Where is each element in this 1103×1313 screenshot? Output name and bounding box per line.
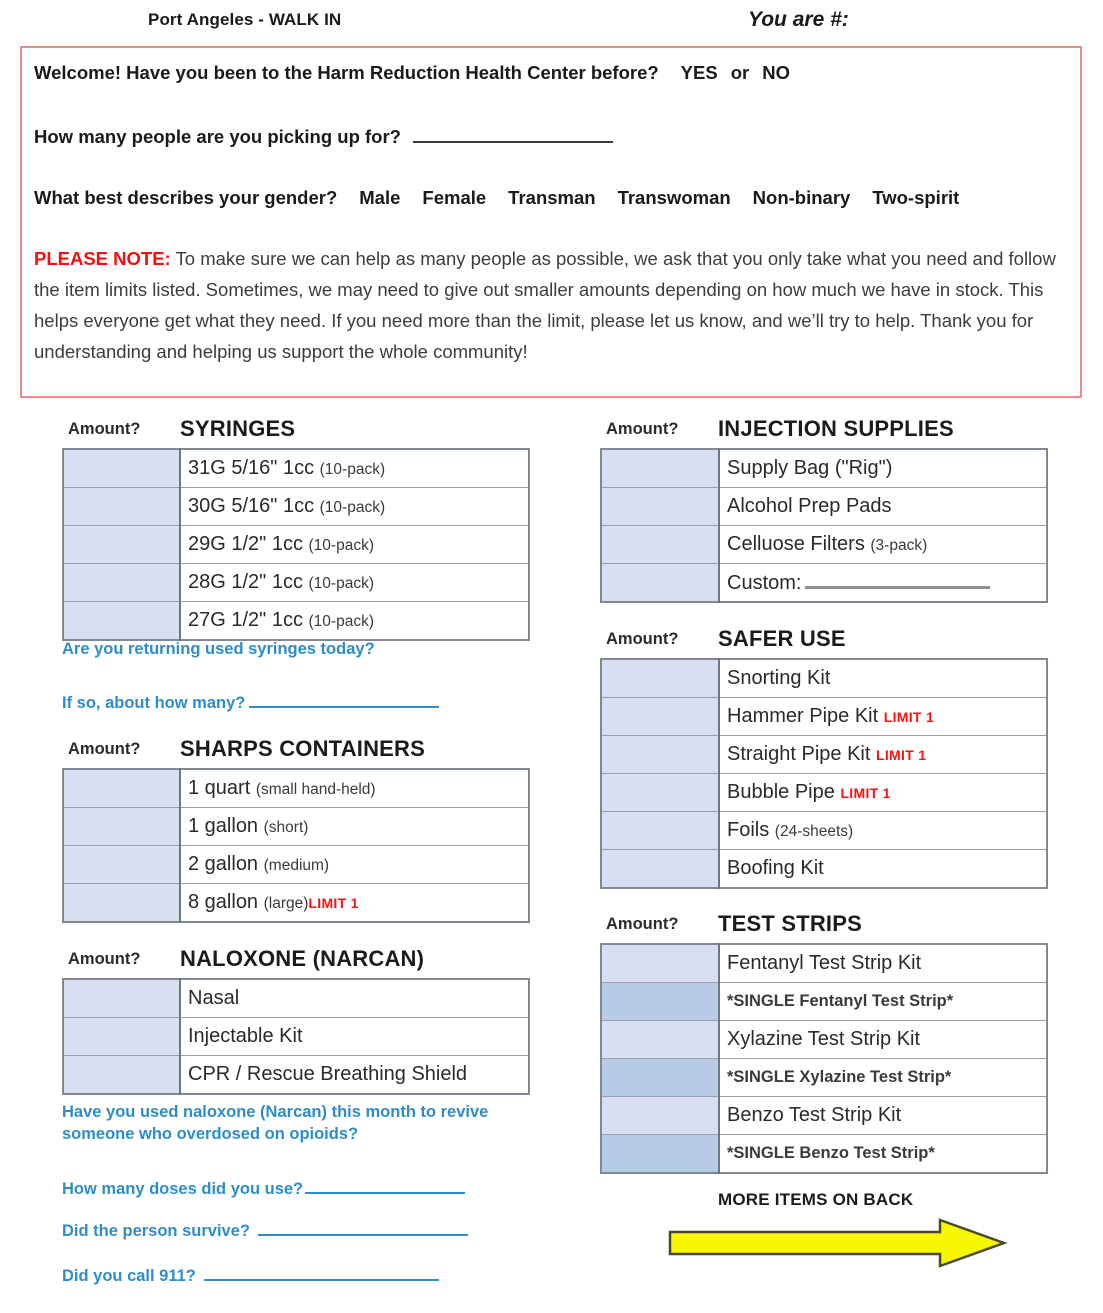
amount-input-cell[interactable] (63, 979, 180, 1018)
item-limit-badge: LIMIT 1 (840, 785, 891, 801)
table-row (601, 1021, 1047, 1059)
item-label-cell (180, 769, 529, 808)
question-person-survive-text: Did the person survive? (62, 1222, 250, 1240)
item-subtext: (10-pack) (308, 613, 374, 630)
item-label-cell (719, 564, 1047, 603)
item-label-cell (719, 698, 1047, 736)
item-label-cell (719, 449, 1047, 488)
table-row (601, 1059, 1047, 1097)
item-name: 29G 1/2" 1cc (188, 533, 303, 555)
naloxone-amount-header: Amount? (68, 950, 141, 968)
naloxone-table (62, 978, 530, 1095)
question-doses-used-text: How many doses did you use? (62, 1180, 304, 1198)
item-label-cell (180, 846, 529, 884)
test-strips-title: TEST STRIPS (718, 911, 862, 936)
syringes-table (62, 448, 530, 641)
item-subtext: (10-pack) (308, 537, 374, 554)
item-label-cell (719, 526, 1047, 564)
pickup-count-question-text: How many people are you picking up for? (34, 126, 401, 147)
item-name: 31G 5/16" 1cc (188, 457, 315, 479)
section-test-strips (600, 913, 1048, 1174)
injection-header (600, 418, 1048, 448)
amount-input-cell[interactable] (601, 449, 719, 488)
item-subtext: (3-pack) (870, 537, 928, 554)
item-label-cell (719, 659, 1047, 698)
safer-use-header (600, 628, 1048, 658)
table-row (63, 602, 529, 641)
amount-input-cell[interactable] (601, 983, 719, 1021)
item-name: 1 quart (188, 777, 251, 799)
injection-amount-header: Amount? (606, 420, 679, 438)
item-label-cell (719, 1059, 1047, 1097)
safer-use-table (600, 658, 1048, 889)
section-safer-use (600, 628, 1048, 889)
table-row (63, 1018, 529, 1056)
item-label-cell (719, 1097, 1047, 1135)
item-name: Straight Pipe Kit (727, 743, 871, 765)
naloxone-title: NALOXONE (NARCAN) (180, 946, 425, 971)
item-label-cell (180, 449, 529, 488)
table-row (601, 488, 1047, 526)
amount-input-cell[interactable] (63, 564, 180, 602)
item-name: Bubble Pipe (727, 781, 835, 803)
test-strips-header (600, 913, 1048, 943)
item-label-cell (180, 602, 529, 641)
amount-input-cell[interactable] (601, 1097, 719, 1135)
table-row (63, 769, 529, 808)
item-label-cell (719, 774, 1047, 812)
welcome-question-text: Welcome! Have you been to the Harm Reduction Health Center before? (34, 62, 659, 83)
question-how-many-syringes (62, 692, 439, 714)
item-name: 28G 1/2" 1cc (188, 571, 303, 593)
item-limit-badge: LIMIT 1 (875, 747, 927, 763)
item-name: Nasal (188, 987, 240, 1009)
item-label-cell (180, 526, 529, 564)
table-row (601, 1097, 1047, 1135)
item-name: Snorting Kit (727, 667, 831, 689)
gender-option-two-spirit[interactable]: Two-spirit (872, 187, 960, 208)
item-name: *SINGLE Fentanyl Test Strip* (727, 992, 954, 1010)
item-limit-badge: LIMIT 1 (308, 895, 359, 911)
item-label-cell (180, 808, 529, 846)
item-subtext: (small hand-held) (255, 781, 376, 798)
gender-option-female[interactable]: Female (422, 187, 487, 208)
gender-option-male[interactable]: Male (359, 187, 401, 208)
section-sharps-containers (62, 738, 530, 923)
site-name: Port Angeles - WALK IN (148, 10, 342, 29)
right-arrow-icon (668, 1218, 1008, 1268)
table-row (63, 979, 529, 1018)
question-how-many-syringes-text: If so, about how many? (62, 694, 246, 712)
table-row (601, 850, 1047, 889)
amount-input-cell[interactable] (601, 774, 719, 812)
table-row (601, 736, 1047, 774)
item-subtext: (10-pack) (308, 575, 374, 592)
amount-input-cell[interactable] (601, 526, 719, 564)
injection-table (600, 448, 1048, 603)
item-subtext: (large) (263, 895, 309, 912)
amount-input-cell[interactable] (601, 944, 719, 983)
sharps-title: SHARPS CONTAINERS (180, 736, 426, 761)
please-note-label: PLEASE NOTE: (34, 248, 171, 269)
table-row (63, 449, 529, 488)
item-name: Celluose Filters (727, 533, 865, 555)
table-row (601, 944, 1047, 983)
amount-input-cell[interactable] (601, 659, 719, 698)
item-label-cell (719, 850, 1047, 889)
test-strips-table (600, 943, 1048, 1174)
amount-input-cell[interactable] (63, 488, 180, 526)
sharps-amount-header: Amount? (68, 740, 141, 758)
custom-item-input[interactable] (805, 570, 990, 589)
item-name: *SINGLE Benzo Test Strip* (727, 1144, 935, 1162)
question-narcan-use-line2: someone who overdosed on opioids? (62, 1125, 359, 1143)
more-items-label: MORE ITEMS ON BACK (718, 1190, 914, 1209)
amount-input-cell[interactable] (601, 1135, 719, 1174)
welcome-or-text: or (730, 62, 750, 83)
item-name: Xylazine Test Strip Kit (727, 1028, 921, 1050)
injection-title: INJECTION SUPPLIES (718, 416, 954, 441)
table-row (601, 564, 1047, 603)
amount-input-cell[interactable] (63, 769, 180, 808)
person-survive-input[interactable] (258, 1222, 468, 1236)
table-row (63, 488, 529, 526)
syringes-amount-header: Amount? (68, 420, 141, 438)
question-person-survive (62, 1220, 468, 1242)
table-row (63, 1056, 529, 1095)
welcome-yes-option[interactable]: YES (680, 62, 718, 83)
item-name: Injectable Kit (188, 1025, 303, 1047)
amount-input-cell[interactable] (601, 564, 719, 603)
amount-input-cell[interactable] (63, 602, 180, 641)
section-injection-supplies (600, 418, 1048, 603)
amount-input-cell[interactable] (63, 808, 180, 846)
item-label-cell (719, 1021, 1047, 1059)
table-row (601, 1135, 1047, 1174)
question-narcan-use (62, 1101, 488, 1145)
amount-input-cell[interactable] (601, 488, 719, 526)
amount-input-cell[interactable] (601, 850, 719, 889)
gender-question-text: What best describes your gender? (34, 187, 338, 208)
table-row (63, 526, 529, 564)
question-returning-syringes-text: Are you returning used syringes today? (62, 640, 375, 658)
gender-option-transwoman[interactable]: Transwoman (617, 187, 731, 208)
item-label-cell (180, 1018, 529, 1056)
item-label-cell (719, 944, 1047, 983)
sharps-table (62, 768, 530, 923)
amount-input-cell[interactable] (601, 698, 719, 736)
welcome-no-option[interactable]: NO (762, 62, 790, 83)
amount-input-cell[interactable] (601, 736, 719, 774)
item-subtext: (24-sheets) (774, 823, 854, 840)
table-row (601, 812, 1047, 850)
item-label-cell (180, 979, 529, 1018)
item-name: Fentanyl Test Strip Kit (727, 952, 922, 974)
queue-number-label: You are #: (748, 8, 849, 31)
gender-option-non-binary[interactable]: Non-binary (752, 187, 851, 208)
item-label-cell (180, 1056, 529, 1095)
item-label-cell (180, 488, 529, 526)
table-row (601, 526, 1047, 564)
amount-input-cell[interactable] (63, 526, 180, 564)
item-limit-badge: LIMIT 1 (883, 709, 935, 725)
item-name: 30G 5/16" 1cc (188, 495, 315, 517)
item-label-cell (719, 812, 1047, 850)
item-name: 1 gallon (188, 815, 259, 837)
gender-option-transman[interactable]: Transman (508, 187, 596, 208)
amount-input-cell[interactable] (63, 1018, 180, 1056)
item-subtext: (medium) (263, 857, 330, 874)
safer-use-title: SAFER USE (718, 626, 846, 651)
question-called-911 (62, 1265, 439, 1287)
question-doses-used (62, 1178, 465, 1200)
table-row (601, 983, 1047, 1021)
called-911-input[interactable] (204, 1267, 439, 1281)
item-label-cell (180, 884, 529, 923)
amount-input-cell[interactable] (601, 812, 719, 850)
table-row (63, 846, 529, 884)
item-name: Benzo Test Strip Kit (727, 1104, 902, 1126)
sharps-header (62, 738, 530, 768)
item-label-cell (719, 983, 1047, 1021)
test-strips-amount-header: Amount? (606, 915, 679, 933)
item-name: Supply Bag ("Rig") (727, 457, 893, 479)
item-label-cell (180, 564, 529, 602)
table-row (63, 884, 529, 923)
table-row (601, 774, 1047, 812)
item-subtext: (10-pack) (319, 499, 386, 516)
question-called-911-text: Did you call 911? (62, 1267, 196, 1285)
item-name: Alcohol Prep Pads (727, 495, 892, 517)
item-label-cell (719, 488, 1047, 526)
amount-input-cell[interactable] (63, 449, 180, 488)
item-name: Custom: (727, 572, 802, 594)
item-name: Boofing Kit (727, 857, 824, 879)
table-row (601, 698, 1047, 736)
item-label-cell (719, 736, 1047, 774)
item-name: 27G 1/2" 1cc (188, 609, 303, 631)
please-note-body: To make sure we can help as many people as possible, we ask that you only take what you need and follow the item limits listed. Sometimes, we may need to give out smaller amounts depending on how much we have in stock. This helps everyone get what they need. If you need more than the limit, please let us know, and we’ll try to help. Thank you for understanding and helping us support the whole community! (34, 248, 1056, 362)
amount-input-cell[interactable] (601, 1021, 719, 1059)
amount-input-cell[interactable] (63, 846, 180, 884)
how-many-syringes-input[interactable] (249, 694, 439, 708)
item-name: Hammer Pipe Kit (727, 705, 879, 727)
item-name: Foils (727, 819, 770, 841)
amount-input-cell[interactable] (601, 1059, 719, 1097)
item-name: *SINGLE Xylazine Test Strip* (727, 1068, 952, 1086)
item-subtext: (10-pack) (319, 461, 386, 478)
item-subtext: (short) (263, 819, 309, 836)
question-returning-syringes (62, 638, 375, 660)
item-label-cell (719, 1135, 1047, 1174)
doses-used-input[interactable] (305, 1180, 465, 1194)
item-name: CPR / Rescue Breathing Shield (188, 1063, 468, 1085)
table-row (63, 564, 529, 602)
item-name: 2 gallon (188, 853, 259, 875)
syringes-header (62, 418, 530, 448)
table-row (601, 449, 1047, 488)
question-narcan-use-line1: Have you used naloxone (Narcan) this month to revive (62, 1103, 489, 1121)
right-column (540, 0, 1103, 1313)
table-row (601, 659, 1047, 698)
section-syringes (62, 418, 530, 641)
item-name: 8 gallon (188, 891, 259, 913)
safer-use-amount-header: Amount? (606, 630, 679, 648)
amount-input-cell[interactable] (63, 1056, 180, 1095)
naloxone-header (62, 948, 530, 978)
section-naloxone (62, 948, 530, 1095)
syringes-title: SYRINGES (180, 416, 296, 441)
amount-input-cell[interactable] (63, 884, 180, 923)
table-row (63, 808, 529, 846)
